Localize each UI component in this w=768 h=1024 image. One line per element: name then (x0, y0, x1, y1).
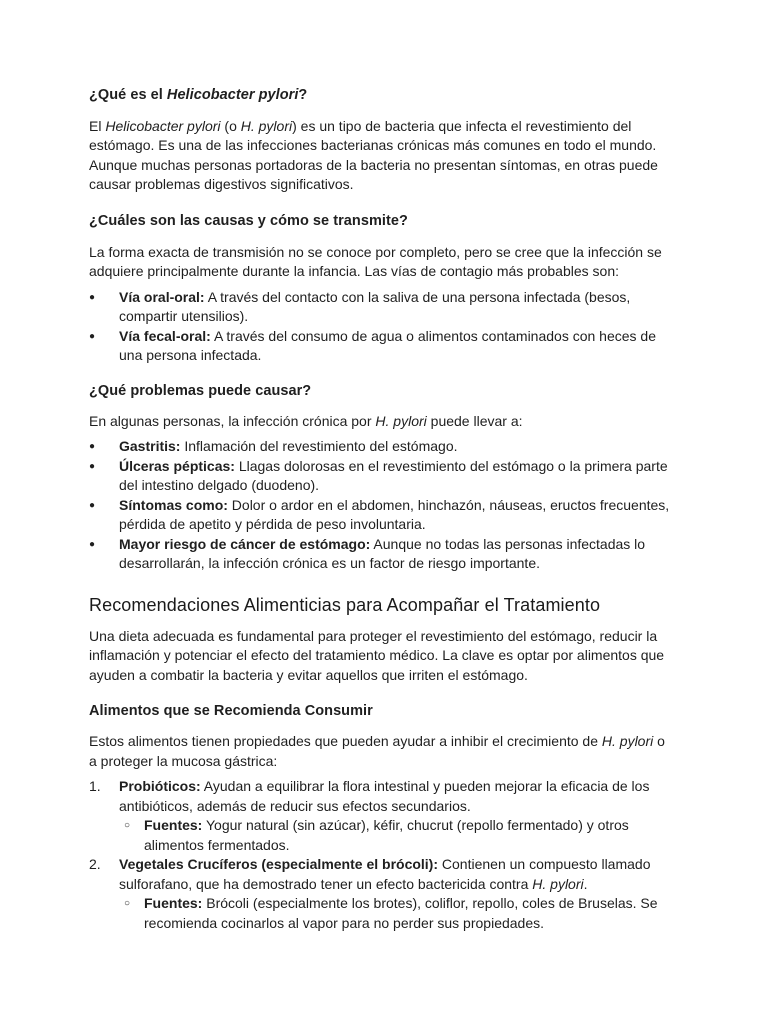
list-item-text: Contienen un compuesto llamado sulforafano, que ha demostrado tener un efecto bactericida contra (119, 856, 651, 892)
sub-item-text: Yogur natural (sin azúcar), kéfir, chucrut (repollo fermentado) y otros alimentos fermentados. (144, 817, 629, 853)
heading-causes: ¿Cuáles son las causas y cómo se transmite? (89, 212, 408, 229)
list-item (89, 437, 673, 457)
text-run: o a proteger la mucosa gástrica: (89, 733, 665, 769)
heading-problems: ¿Qué problemas puede causar? (89, 382, 312, 399)
list-item-text: Aunque no todas las personas infectadas lo desarrollarán, la infección crónica es un factor de riesgo importante. (119, 535, 646, 572)
list-item (89, 535, 673, 574)
paragraph-definition (89, 117, 673, 195)
list-item-bold: Vía fecal-oral: (119, 327, 211, 344)
heading-text: ¿Qué es el (89, 87, 167, 103)
list-item-bold: Vegetales Crucíferos (especialmente el brócoli): (119, 856, 439, 873)
sub-list (119, 894, 673, 933)
list-item-text-end: . (583, 875, 588, 892)
sub-list-item (119, 894, 673, 933)
sub-list (119, 816, 673, 855)
text-run: En algunas personas, la infección crónica por (89, 412, 376, 429)
paragraph-causes-intro: La forma exacta de transmisión no se conoce por completo, pero se cree que la infección se adquiere principalmente durante la infancia. Las vías de contagio más probables son: (89, 243, 662, 280)
sub-list-item (119, 816, 673, 855)
list-number: 1. (89, 778, 101, 795)
list-item-text: A través del contacto con la saliva de una persona infectada (besos, compartir utensilios). (119, 288, 631, 325)
list-item-bold: Probióticos: (119, 778, 201, 795)
italic-run: H. pylori (240, 117, 293, 134)
sub-item-text: Brócoli (especialmente los brotes), coliflor, repollo, coles de Bruselas. Se recomienda cocinarlos al vapor para no perder sus propiedades. (144, 895, 658, 931)
sub-item-bold: Fuentes: (144, 895, 203, 912)
list-item (89, 288, 673, 327)
list-foods (89, 777, 673, 933)
list-item-text: Llagas dolorosas en el revestimiento del estómago o la primera parte del intestino delgado (duodeno). (119, 457, 668, 494)
list-item (89, 496, 673, 535)
list-item-bold: Vía oral-oral: (119, 288, 205, 305)
text-run: puede llevar a: (426, 412, 523, 429)
list-problems (89, 437, 673, 574)
text-run: El (89, 117, 106, 134)
text-run: (o (220, 117, 241, 134)
list-item-bold: Úlceras pépticas: (119, 457, 235, 474)
list-item-text: Inflamación del revestimiento del estómago. (180, 438, 458, 455)
text-run: Estos alimentos tienen propiedades que pueden ayudar a inhibir el crecimiento de (89, 733, 602, 750)
list-item-bold: Síntomas como: (119, 496, 228, 513)
heading-what-is (89, 86, 673, 105)
sub-item-bold: Fuentes: (144, 817, 203, 834)
list-item-bold: Mayor riesgo de cáncer de estómago: (119, 535, 371, 552)
heading-italic: Helicobacter pylori (166, 87, 299, 103)
list-item-text: A través del consumo de agua o alimentos contaminados con heces de una persona infectada. (119, 327, 656, 364)
list-number: 2. (89, 856, 101, 873)
heading-foods: Alimentos que se Recomienda Consumir (89, 703, 373, 720)
italic-run: H. pylori (375, 412, 427, 429)
list-item-bold: Gastritis: (119, 438, 181, 455)
text-run: ) es un tipo de bacteria que infecta el revestimiento del estómago. Es una de las infecciones bacterianas crónicas más comunes en todo el mundo. Aunque muchas personas portadoras de la bacteria no presentan síntomas, en otras puede causar problemas digestivos significativos. (89, 117, 658, 193)
list-item-text: Ayudan a equilibrar la flora intestinal y pueden mejorar la eficacia de los antibióticos, además de reducir sus efectos secundarios. (119, 778, 650, 814)
paragraph-foods-intro (89, 732, 673, 771)
italic-run: Helicobacter pylori (105, 117, 221, 134)
italic-run: H. pylori (601, 733, 654, 750)
document-page (89, 86, 673, 933)
list-item (89, 457, 673, 496)
paragraph-problems-intro (89, 412, 673, 432)
list-item (89, 327, 673, 366)
list-item-text: Dolor o ardor en el abdomen, hinchazón, náuseas, eructos frecuentes, pérdida de apetito y pérdida de peso involuntaria. (119, 496, 670, 533)
paragraph-recommendations: Una dieta adecuada es fundamental para proteger el revestimiento del estómago, reducir la inflamación y potenciar el efecto del tratamiento médico. La clave es optar por alimentos que ayuden a combatir la bacteria y evitar aquellos que irriten el estómago. (89, 627, 665, 683)
italic-run: H. pylori (532, 875, 584, 892)
list-transmission (89, 288, 673, 366)
heading-recommendations: Recomendaciones Alimenticias para Acompañar el Tratamiento (89, 594, 601, 615)
heading-text-end: ? (298, 87, 308, 103)
list-item (89, 855, 673, 933)
list-item (89, 777, 673, 855)
